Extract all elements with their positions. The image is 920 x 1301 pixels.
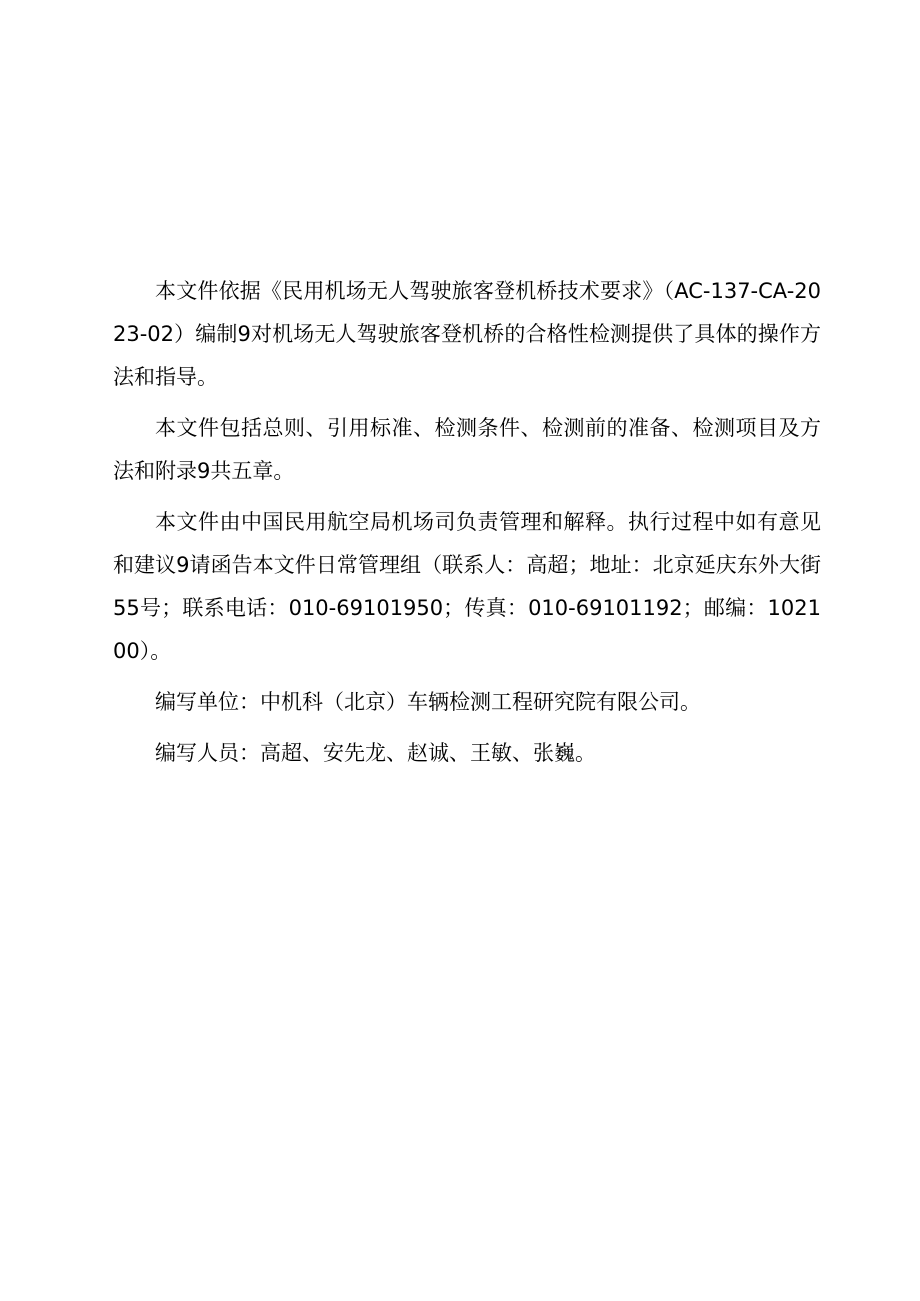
paragraph-contents: 本文件包括总则、引用标准、检测条件、检测前的准备、检测项目及方法和附录9共五章。 <box>113 416 821 483</box>
paragraph-authors: 编写人员：高超、安先龙、赵诚、王敏、张巍。 <box>155 741 596 765</box>
paragraph-management: 本文件由中国民用航空局机场司负责管理和解释。执行过程中如有意见和建议9请函告本文件日常管理组（联系人：高超；地址：北京延庆东外大街55号；联系电话：010-69101950；传真：010-69101192；邮编：102100）。 <box>113 510 821 663</box>
paragraph-compiling-unit: 编写单位：中机科（北京）车辆检测工程研究院有限公司。 <box>155 690 701 714</box>
document-body <box>113 270 821 783</box>
paragraph-basis: 本文件依据《民用机场无人驾驶旅客登机桥技术要求》（AC-137-CA-2023-02）编制9对机场无人驾驶旅客登机桥的合格性检测提供了具体的操作方法和指导。 <box>113 279 821 389</box>
